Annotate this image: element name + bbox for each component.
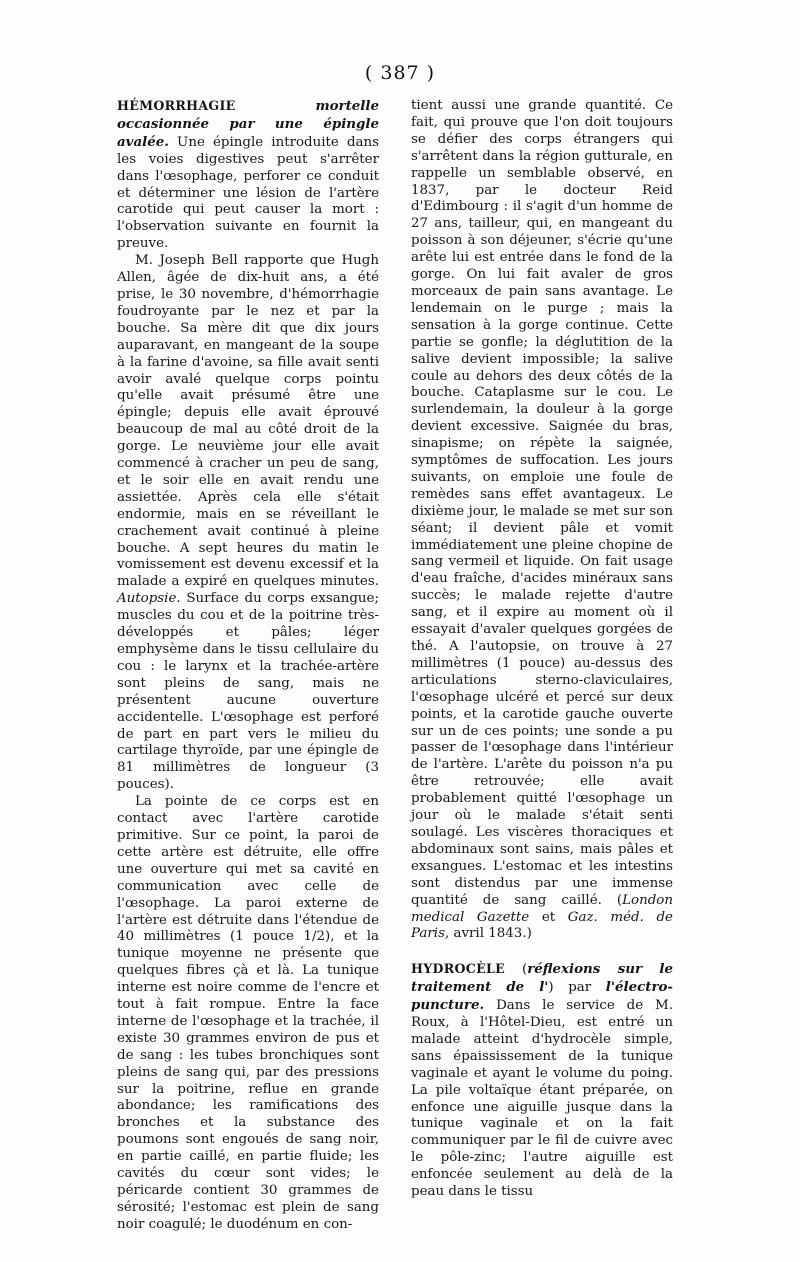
paragraph-text: Dans le service de M. Roux, à l'Hôtel-Dieu, est entré un malade atteint d'hydrocèle simple, sans épaississement de la tunique vaginale et ayant le volume du poing. La pile voltaïque étant préparée, on enfonce une aiguille jusque dans la tunique vaginale et on la fait communiquer par le fil de cuivre avec le pôle-zinc; l'autre aiguille est enfoncée seulement au delà de la peau dans le tissu: [411, 998, 673, 1200]
paragraph-continuation: [411, 98, 673, 943]
article-method: l'électro-puncture.: [411, 979, 673, 1014]
paragraph-text: tient aussi une grande quantité. Ce fait, qui prouve que l'on doit toujours se défier des corps étrangers qui s'arrêtent dans la région gutturale, en rappelle un semblable observé, en 1837, par le docteur Reid d'Edimbourg : il s'agit d'un homme de 27 ans, tailleur, qui, en mangeant du poisson à son déjeuner, s'écrie qu'une arête lui est entrée dans le fond de la gorge. On lui fait avaler de gros morceaux de pain sans avantage. Le lendemain on le purge ; mais la sensation à la gorge continue. Cette partie se gonfle; la déglutition de la salive devient impossible; la salive coule au dehors des deux côtés de la bouche. Cataplasme sur le cou. Le surlendemain, la douleur à la gorge devient excessive. Saignée du bras, sinapisme; on répète la saignée, symptômes de suffocation. Les jours suivants, on emploie une foule de remèdes sans effet avantageux. Le dixième jour, le malade se met sur son séant; il devient pâle et vomit immédiatement une pleine chopine de sang vermeil et liquide. On fait usage d'eau fraîche, d'acides minéraux sans succès; le malade rejette d'autre sang, et il expire au moment où il essayait d'avaler quelques gorgées de thé. A l'autopsie, on trouve à 27 millimètres (1 pouce) au-dessus des articulations sterno-claviculaires, l'œsophage ulcéré et percé sur deux points, et la carotide gauche ouverte sur un de ces points; une sonde a pu passer de l'œsophage dans l'intérieur de l'artère. L'arête du poisson n'a pu être retrouvée; elle avait probablement quitté l'œsophage un jour où le malade s'était senti soulagé. Les viscères thoraciques et abdominaux sont sains, mais pâles et exsangues. L'estomac et les intestins sont distendus par une immense quantité de sang caillé. (: [411, 98, 673, 908]
paragraph-pointe: La pointe de ce corps est en contact avec l'artère carotide primitive. Sur ce point, la paroi de cette artère est détruite, elle offre une ouverture qui met sa cavité en communication avec celle de l'œsophage. La paroi externe de l'artère est détruite dans l'étendue de 40 millimètres (1 pouce 1/2), et la tunique moyenne ne présente que quelques fibres çà et là. La tunique interne est noire comme de l'encre et tout à fait rompue. Entre la face interne de l'œsophage et la trachée, il existe 30 grammes environ de pus et de sang : les tubes bronchiques sont pleins de sang qui, par des pressions sur la poitrine, reflue en grande abondance; les ramifications des bronches et la substance des poumons sont engoués de sang noir, en partie caillé, en partie fluide; les cavités du cœur sont vides; le péricarde contient 30 grammes de sérosité; l'estomac est plein de sang noir coagulé; le duodénum en con-: [117, 794, 379, 1232]
article-hydrocele: [411, 961, 673, 1201]
autopsie-label: Autopsie.: [117, 591, 181, 607]
paragraph-text: M. Joseph Bell rapporte que Hugh Allen, âgée de dix-huit ans, a été prise, le 30 novembre, d'hémorrhagie foudroyante par le nez et par la bouche. Sa mère dit que dix jours auparavant, en mangeant de la soupe à la farine d'avoine, sa fille avait senti avoir avalé quelque corps pointu qu'elle avait présumé être une épingle; depuis elle avait éprouvé beaucoup de mal au côté droit de la gorge. Le neuvième jour elle avait commencé à cracher un peu de sang, et le soir elle en avait rendu une assiettée. Après cela elle s'était endormie, mais en se réveillant le crachement avait continué à pleine bouche. A sept heures du matin le vomissement est devenu excessif et la malade a expiré en quelques minutes.: [117, 253, 379, 590]
paragraph: Une épingle introduite dans les voies digestives peut s'arrêter dans l'œsophage, perforer ce conduit et déterminer une lésion de l'artère carotide qui peut causer la mort : l'observation suivante en fournit la preuve.: [117, 134, 379, 252]
source-and: et: [529, 909, 568, 925]
left-column: [117, 98, 379, 1234]
article-hemorrhagie: [117, 98, 379, 253]
article-subtitle-hydrocele: réflexions sur le traitement de l': [411, 961, 673, 996]
page-number: ( 387 ): [364, 62, 436, 84]
paragraph-text: Surface du corps exsangue; muscles du cou et de la poitrine très-développés et pâles; léger emphysème dans le tissu cellulaire du cou : le larynx et la trachée-artère sont pleins de sang, mais ne présentent aucune ouverture accidentelle. L'œsophage est perforé de part en part vers le milieu du cartilage thyroïde, par une épingle de 81 millimètres de longueur (3 pouces).: [117, 591, 379, 793]
article-heading-hemorrhagie: HÉMORRHAGIE: [117, 98, 236, 113]
paren-close: ) par: [548, 980, 606, 996]
source-journal-london: London medical Gazette: [411, 892, 673, 925]
source-journal-paris: Gaz. méd. de Paris: [411, 909, 673, 942]
article-subtitle-hemorrhagie: mortelle occasionnée par une épingle avalée.: [117, 98, 379, 150]
paragraph-case-bell: [117, 253, 379, 794]
article-heading-hydrocele: HYDROCÈLE: [411, 961, 506, 977]
right-column: [411, 98, 673, 1201]
article-separator: [411, 943, 673, 961]
source-date: , avril 1843.): [444, 926, 532, 942]
paren-open: (: [505, 962, 528, 978]
